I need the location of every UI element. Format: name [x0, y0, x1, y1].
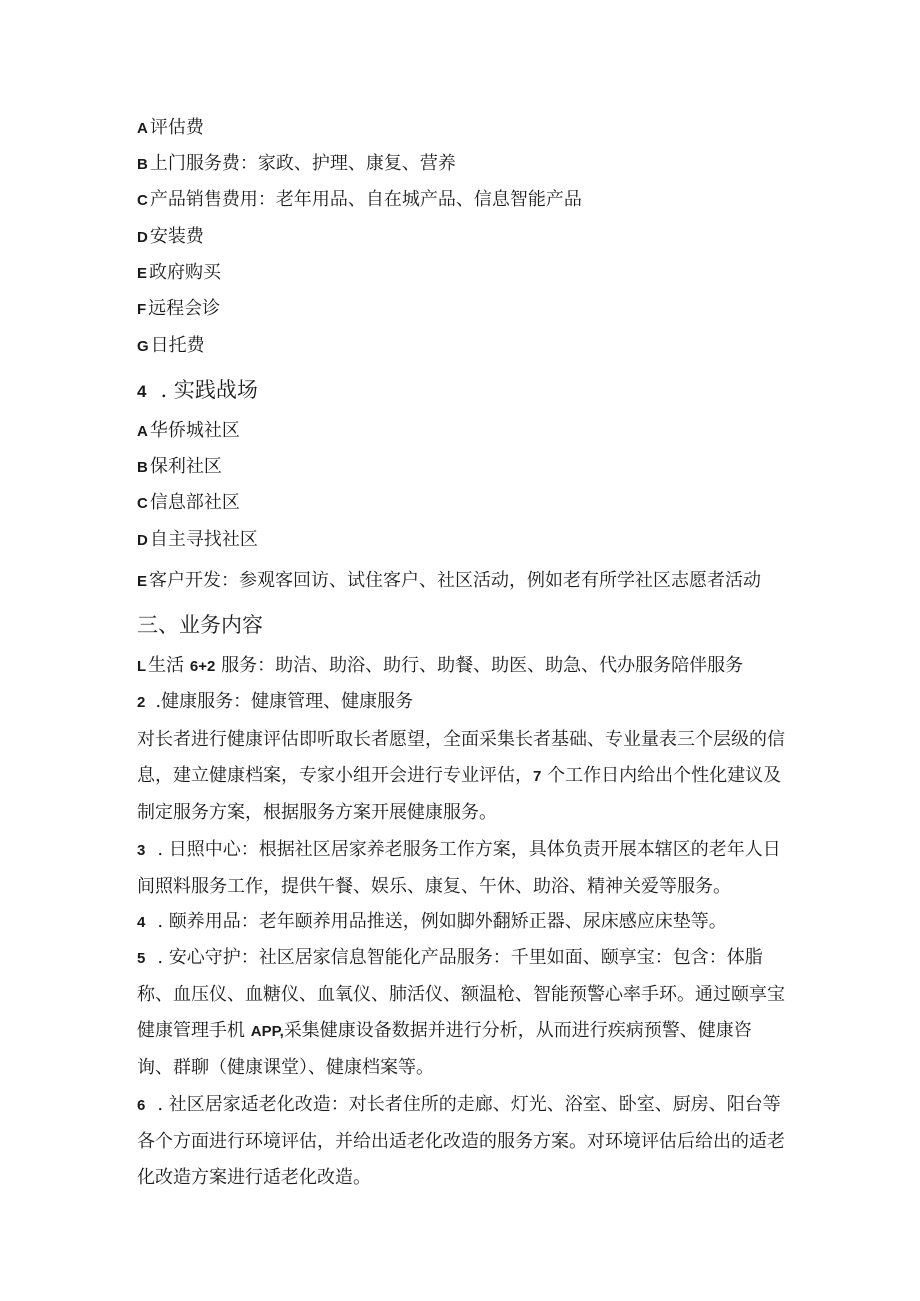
list-marker: 2 [137, 694, 146, 711]
field-item-b [137, 455, 787, 480]
fee-item-a [137, 116, 787, 141]
list-marker: 6 [137, 1097, 146, 1114]
list-marker: L [137, 658, 147, 675]
service-item-2-body [137, 722, 787, 831]
list-marker: D [137, 532, 148, 549]
service-item-3 [137, 832, 787, 905]
list-marker: C [137, 495, 148, 512]
section-title: . 实践战场 [160, 378, 258, 402]
list-item-text: 华侨城社区 [149, 420, 240, 441]
service-item-1 [137, 654, 787, 679]
field-item-a [137, 419, 787, 444]
list-marker: 3 [137, 842, 146, 859]
list-item-text: 远程会诊 [148, 298, 221, 319]
item-text-pre: 生活 [148, 655, 190, 676]
list-marker: B [137, 459, 148, 476]
list-marker: G [137, 338, 149, 355]
list-marker: C [137, 192, 148, 209]
paragraph-text-post: 个工作日内给出个性化建议及制定服务方案，根据服务方案开展健康服务。 [137, 765, 782, 823]
list-item-text: 上门服务费：家政、护理、康复、营养 [149, 153, 456, 174]
paragraph-text-post: 采集健康设备数据并进行分析，从而进行疾病预警、健康咨询、群聊（健康课堂）、健康档案等。 [137, 1020, 752, 1078]
list-marker: E [137, 265, 148, 282]
list-item-text: 评估费 [149, 117, 204, 138]
field-item-d [137, 528, 787, 553]
fee-item-f [137, 297, 787, 322]
section-number: 4 [137, 382, 147, 401]
fee-item-g [137, 334, 787, 359]
service-item-6 [137, 1087, 787, 1196]
list-marker: F [137, 301, 147, 318]
list-item-text: 安装费 [149, 226, 204, 247]
list-item-text: 产品销售费用：老年用品、自在城产品、信息智能产品 [149, 189, 582, 210]
list-item-text: 自主寻找社区 [149, 529, 258, 550]
field-item-c [137, 491, 787, 516]
section-title: 三、业务内容 [137, 613, 263, 637]
paragraph-text-pre: 对长者进行健康评估即听取长者愿望，全面采集长者基础、专业量表三个层级的信息，建立健康档案，专家小组开会进行专业评估， [137, 729, 785, 786]
section-4-heading [137, 376, 787, 406]
service-item-2 [137, 690, 787, 715]
fee-item-e [137, 261, 787, 286]
paragraph-text-pre: . 安心守护：社区居家信息智能化产品服务：千里如面、颐享宝：包含：体脂称、血压仪、血糖仪、血氧仪、肺活仪、额温枪、智能预警心率手环。通过颐享宝健康管理手机 [137, 947, 785, 1041]
item-text-bold: 6+2 [189, 658, 216, 675]
paragraph-text: . 颐养用品：老年颐养用品推送，例如脚外翻矫正器、尿床感应床垫等。 [157, 911, 727, 932]
fee-item-c [137, 188, 787, 213]
list-item-text: 信息部社区 [149, 492, 240, 513]
list-marker: B [137, 156, 148, 173]
list-marker: D [137, 229, 148, 246]
list-item-text: 日托费 [150, 335, 205, 356]
paragraph-text-bold: APP, [250, 1023, 284, 1040]
service-item-4 [137, 904, 787, 941]
service-item-5 [137, 940, 787, 1086]
list-marker: A [137, 423, 148, 440]
list-item-text: 保利社区 [149, 456, 222, 477]
item-title: .健康服务：健康管理、健康服务 [155, 691, 414, 712]
field-item-e [137, 569, 787, 594]
section-3-heading [137, 611, 787, 639]
list-marker: 4 [137, 914, 146, 931]
list-item-text: 客户开发：参观客回访、试住客户、社区活动，例如老有所学社区志愿者活动 [149, 570, 762, 591]
paragraph-text: . 日照中心：根据社区居家养老服务工作方案，具体负责开展本辖区的老年人日间照料服务工作，提供午餐、娱乐、康复、午休、助浴、精神关爱等服务。 [137, 839, 781, 897]
fee-item-d [137, 225, 787, 250]
paragraph-text: . 社区居家适老化改造：对长者住所的走廊、灯光、浴室、卧室、厨房、阳台等各个方面进行环境评估，并给出适老化改造的服务方案。对环境评估后给出的适老化改造方案进行适老化改造。 [137, 1094, 785, 1188]
fee-item-b [137, 152, 787, 177]
list-marker: 5 [137, 950, 146, 967]
item-text-post: 服务：助洁、助浴、助行、助餐、助医、助急、代办服务陪伴服务 [215, 655, 744, 676]
list-item-text: 政府购买 [149, 262, 222, 283]
paragraph-text-bold: 7 [533, 768, 542, 785]
list-marker: E [137, 573, 148, 590]
list-marker: A [137, 120, 148, 137]
